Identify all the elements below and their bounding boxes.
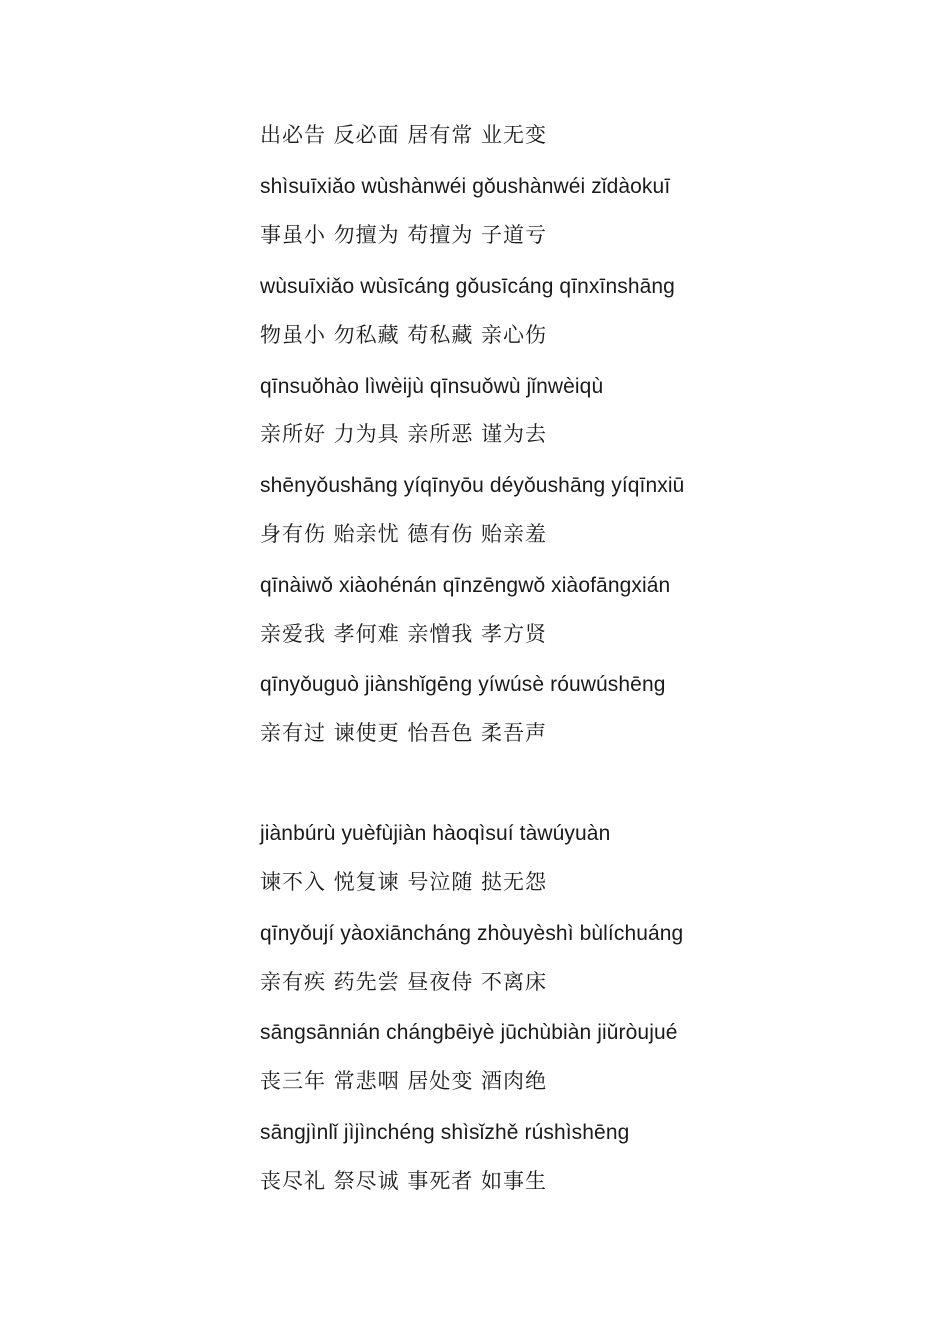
verse-line-hanzi: 丧尽礼 祭尽诚 事死者 如事生 [260, 1169, 548, 1193]
verse-line-hanzi: 谏不入 悦复谏 号泣随 挞无怨 [260, 870, 548, 894]
verse-line-pinyin: sāngjìnlǐ jìjìnchéng shìsǐzhě rúshìshēng [260, 1121, 630, 1144]
verse-line-hanzi: 亲所好 力为具 亲所恶 谨为去 [260, 422, 548, 446]
verse-line-pinyin: sāngsānnián chángbēiyè jūchùbiàn jiǔròujué [260, 1021, 678, 1044]
verse-line-hanzi: 物虽小 勿私藏 苟私藏 亲心伤 [260, 323, 548, 347]
verse-line-pinyin: qīnàiwǒ xiàohénán qīnzēngwǒ xiàofāngxián [260, 574, 671, 597]
verse-line-hanzi: 亲爱我 孝何难 亲憎我 孝方贤 [260, 622, 548, 646]
verse-line-pinyin: qīnsuǒhào lìwèijù qīnsuǒwù jǐnwèiqù [260, 375, 604, 398]
verse-line-pinyin: shìsuīxiǎo wùshànwéi gǒushànwéi zǐdàokuī [260, 175, 671, 198]
verse-line-pinyin: wùsuīxiǎo wùsīcáng gǒusīcáng qīnxīnshāng [260, 275, 675, 298]
verse-line-pinyin: shēnyǒushāng yíqīnyōu déyǒushāng yíqīnxiū [260, 474, 685, 497]
verse-line-hanzi: 亲有过 谏使更 怡吾色 柔吾声 [260, 721, 548, 745]
verse-line-hanzi: 出必告 反必面 居有常 业无变 [260, 123, 548, 147]
verse-line-hanzi: 丧三年 常悲咽 居处变 酒肉绝 [260, 1069, 548, 1093]
verse-line-pinyin: qīnyǒuguò jiànshǐgēng yíwúsè róuwúshēng [260, 673, 666, 696]
verse-line-pinyin: jiànbúrù yuèfùjiàn hàoqìsuí tàwúyuàn [260, 822, 611, 845]
verse-line-hanzi: 事虽小 勿擅为 苟擅为 子道亏 [260, 223, 548, 247]
verse-line-hanzi: 亲有疾 药先尝 昼夜侍 不离床 [260, 970, 548, 994]
verse-line-pinyin: qīnyǒují yàoxiāncháng zhòuyèshì bùlíchuáng [260, 922, 684, 945]
verse-line-hanzi: 身有伤 贻亲忧 德有伤 贻亲羞 [260, 522, 548, 546]
